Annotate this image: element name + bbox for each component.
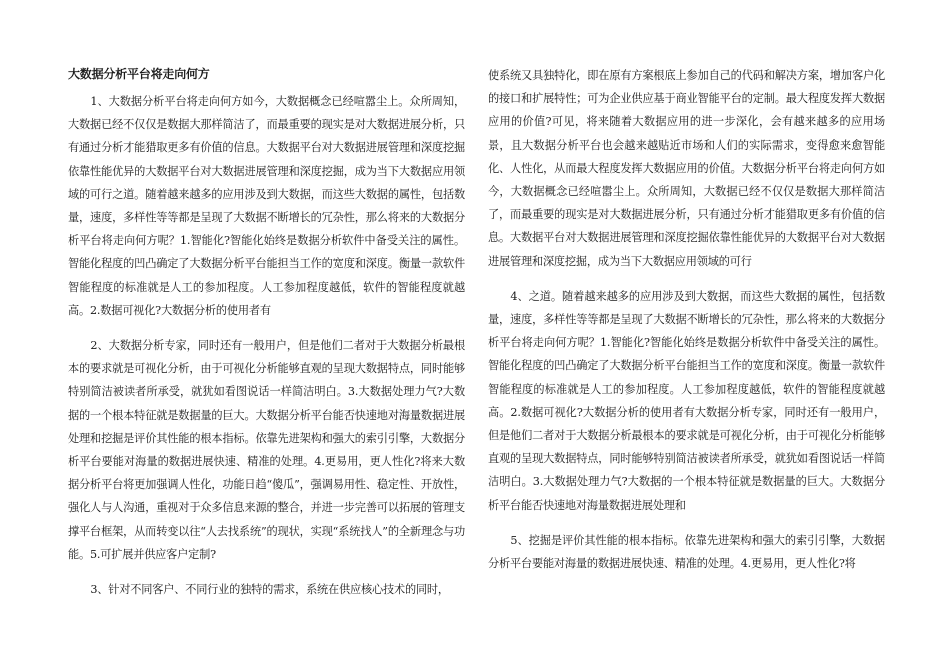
paragraph: 使系统又具独特化，即在原有方案根底上参加自己的代码和解决方案，增加客户化的接口和扩展特性；可为企业供应基于商业智能平台的定制。最大程度发挥大数据应用的价值?可见，将来随着大数据应用的进一步深化，会有越来越多的应用场景，且大数据分析平台也会越来越贴近市场和人们的实际需求，变得愈来愈智能化、人性化，从而最大程度发挥大数据应用的价值。大数据分析平台将走向何方如今，大数据概念已经喧嚣尘上。众所周知，大数据已经不仅仅是数据大那样简洁了，而最重要的现实是对大数据进展分析，只有通过分析才能猎取更多有价值的信息。大数据平台对大数据进展管理和深度挖掘依靠性能优异的大数据平台对大数据进展管理和深度挖掘，成为当下大数据应用领域的可行 xyxy=(488,69,885,268)
paragraph: 2、大数据分析专家，同时还有一般用户，但是他们二者对于大数据分析最根本的要求就是可视化分析，由于可视化分析能够直观的呈现大数据特点，同时能够特别简洁被读者所承受，就犹如看图说话一样简洁明白。3.大数据处理力气?大数据的一个根本特征就是数据量的巨大。大数据分析平台能否快速地对海量数据进展处理和挖掘是评价其性能的根本指标。依靠先进架构和强大的索引引擎，大数据分析平台要能对海量的数据进展快速、精准的处理。4.更易用，更人性化?将来大数据分析平台将更加强调人性化，功能日趋“傻瓜”，强调易用性、稳定性、开放性，强化人与人沟通，重视对于众多信息来源的整合，并进一步完善可以拓展的管理支撑平台框架，从而转变以往“人去找系统”的现状，实现“系统找人”的全新理念与功能。5.可扩展并供应客户定制? xyxy=(68,339,465,561)
left-column-body xyxy=(68,90,465,613)
paragraph: 5、挖掘是评价其性能的根本指标。依靠先进架构和强大的索引引擎，大数据分析平台要能对海量的数据进展快速、精准的处理。4.更易用，更人性化?将 xyxy=(488,533,885,571)
right-column-body xyxy=(488,64,885,587)
paragraph: 3、针对不同客户、不同行业的独特的需求，系统在供应核心技术的同时， xyxy=(90,583,449,597)
paragraph: 4、之道。随着越来越多的应用涉及到大数据，而这些大数据的属性，包括数量，速度，多样性等等都是呈现了大数据不断增长的冗杂性，那么将来的大数据分析平台将走向何方呢？1.智能化?智能化始终是数据分析软件中备受关注的属性。智能化程度的凹凸确定了大数据分析平台能担当工作的宽度和深度。衡量一款软件智能程度的标准就是人工的参加程度。人工参加程度越低，软件的智能程度就越高。2.数据可视化?大数据分析的使用者有大数据分析专家，同时还有一般用户，但是他们二者对于大数据分析最根本的要求就是可视化分析，由于可视化分析能够直观的呈现大数据特点，同时能够特别简洁被读者所承受，就犹如看图说话一样简洁明白。3.大数据处理力气?大数据的一个根本特征就是数据量的巨大。大数据分析平台能否快速地对海量数据进展处理和 xyxy=(488,289,885,512)
paragraph: 1、大数据分析平台将走向何方如今，大数据概念已经喧嚣尘上。众所周知，大数据已经不仅仅是数据大那样简洁了，而最重要的现实是对大数据进展分析，只有通过分析才能猎取更多有价值的信息。大数据平台对大数据进展管理和深度挖掘依靠性能优异的大数据平台对大数据进展管理和深度挖掘，成为当下大数据应用领域的可行之道。随着越来越多的应用涉及到大数据，而这些大数据的属性，包括数量，速度，多样性等等都是呈现了大数据不断增长的冗杂性，那么将来的大数据分析平台将走向何方呢？1.智能化?智能化始终是数据分析软件中备受关注的属性。智能化程度的凹凸确定了大数据分析平台能担当工作的宽度和深度。衡量一款软件智能程度的标准就是人工的参加程度。人工参加程度越低，软件的智能程度就越高。2.数据可视化?大数据分析的使用者有 xyxy=(68,95,465,317)
document-title: 大数据分析平台将走向何方 xyxy=(68,67,210,81)
